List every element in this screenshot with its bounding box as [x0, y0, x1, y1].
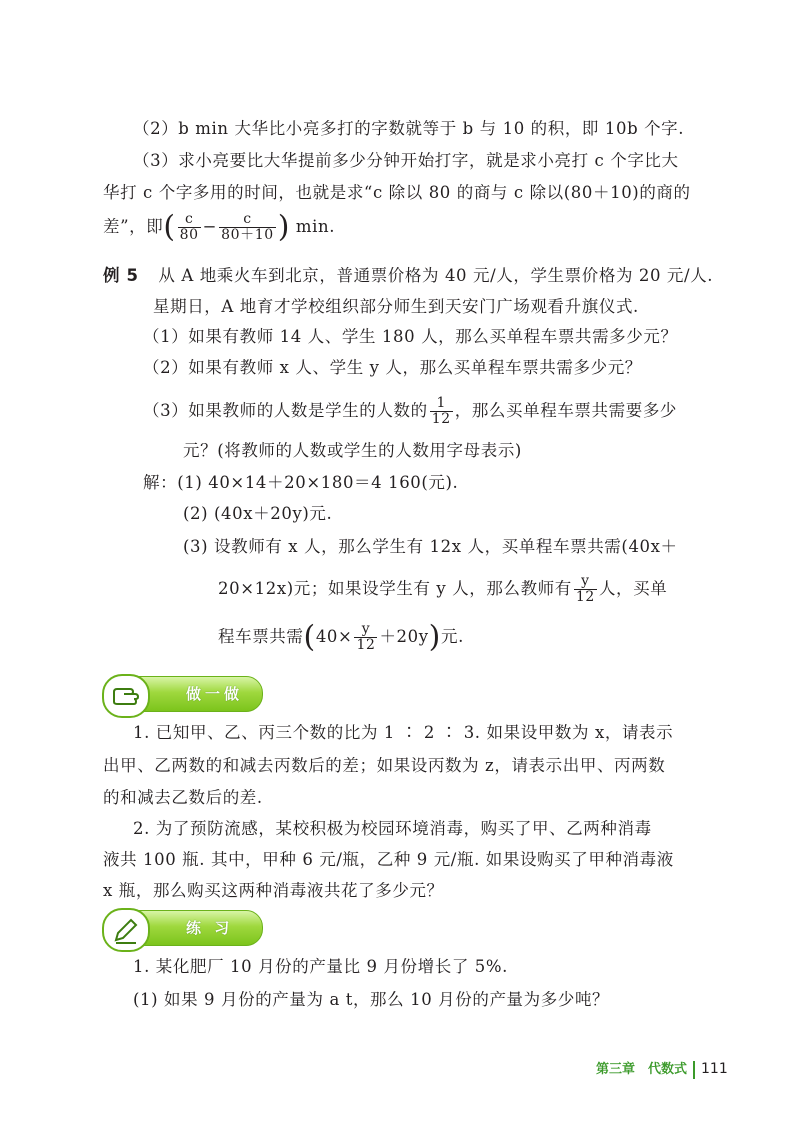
fraction: $\frac{c}{80+10}$: [221, 211, 274, 243]
text-line: 1. 已知甲、乙、丙三个数的比为 1 ∶ 2 ∶ 3. 如果设甲数为 x，请表示: [133, 723, 674, 742]
pencil-icon: [102, 908, 150, 952]
formula-line: 程车票共需(40× $\frac{y}{12}$ ＋20y)元.: [218, 619, 464, 655]
formula-line: 20×12x)元；如果设学生有 y 人，那么教师有 $\frac{y}{12}$ 人，买单: [218, 573, 668, 605]
text-line: x 瓶，那么购买这两种消毒液共花了多少元？: [103, 881, 444, 900]
text-line: （2）如果有教师 x 人、学生 y 人，那么买单程车票共需多少元？: [143, 358, 642, 377]
example-header: 例 5 从 A 地乘火车到北京，普通票价格为 40 元/人，学生票价格为 20 元/人.: [103, 266, 714, 285]
fraction: $\frac{1}{12}$: [431, 395, 451, 427]
text-line: 的和减去乙数后的差.: [103, 788, 263, 807]
solution-line: (2) (40x＋20y)元.: [183, 504, 333, 523]
text-line: （1）如果有教师 14 人、学生 180 人，那么买单程车票共需多少元？: [143, 327, 678, 346]
text-line: 液共 100 瓶. 其中，甲种 6 元/瓶，乙种 9 元/瓶. 如果设购买了甲种消毒液: [103, 850, 674, 869]
text-line: 元？(将教师的人数或学生的人数用字母表示): [183, 441, 522, 460]
text-line: 2. 为了预防流感，某校积极为校园环境消毒，购买了甲、乙两种消毒: [133, 819, 652, 838]
text-line: 1. 某化肥厂 10 月份的产量比 9 月份增长了 5%.: [133, 957, 509, 976]
chapter-label: 第三章 代数式: [596, 1062, 688, 1077]
fraction: $\frac{y}{12}$: [575, 573, 595, 605]
solution-line: (3) 设教师有 x 人，那么学生有 12x 人，买单程车票共需(40x＋: [183, 537, 678, 556]
text-fragment: min.: [290, 217, 336, 236]
hand-icon: [102, 674, 150, 718]
text-line: （3）求小亮要比大华提前多少分钟开始打字，就是求小亮打 c 个字比大: [133, 151, 679, 170]
text-line: （2）b min 大华比小亮多打的字数就等于 b 与 10 的积，即 10b 个字.: [133, 119, 685, 138]
text-fragment: 差”，即: [103, 217, 164, 236]
formula-line: （3）如果教师的人数是学生的人数的 $\frac{1}{12}$ ，那么买单程车票共需要多少: [143, 395, 678, 427]
text-line: 出甲、乙两数的和减去丙数后的差；如果设丙数为 z，请表示出甲、丙两数: [103, 756, 666, 775]
example-label: 例 5: [103, 266, 139, 285]
practice-banner: [103, 910, 263, 946]
doit-banner: [103, 676, 263, 712]
solution-line: 解：(1) 40×14＋20×180＝4 160(元).: [143, 473, 459, 492]
text-line: 华打 c 个字多用的时间，也就是求“c 除以 80 的商与 c 除以(80＋10)的商的: [103, 183, 691, 202]
formula-line: 差”，即( $\frac{c}{80}$ − $\frac{c}{80+10}$ ) min.: [103, 209, 336, 245]
fraction: $\frac{c}{80}$: [179, 211, 199, 243]
page-number: 111: [701, 1061, 728, 1077]
text-line: (1) 如果 9 月份的产量为 a t，那么 10 月份的产量为多少吨？: [133, 990, 610, 1009]
text-line: 星期日，A 地育才学校组织部分师生到天安门广场观看升旗仪式.: [153, 297, 639, 316]
page-footer: [596, 1058, 728, 1079]
banner-title: 做一做: [186, 685, 244, 703]
banner-title: 练 习: [186, 919, 234, 937]
fraction: $\frac{y}{12}$: [356, 621, 376, 653]
